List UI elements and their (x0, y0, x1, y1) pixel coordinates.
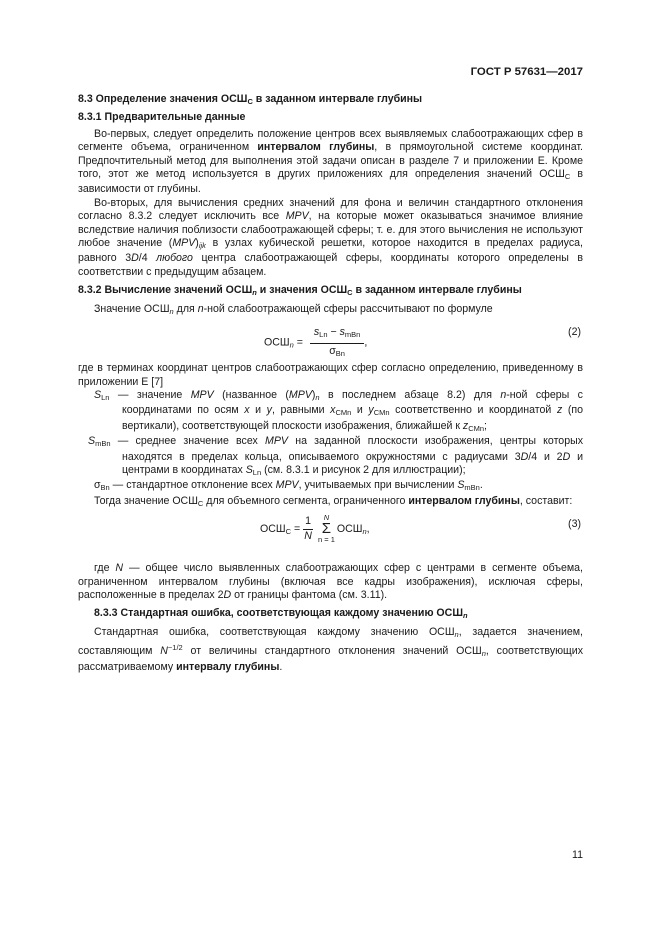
definition-sigma-bn: $\sigma_{Bn}$ — стандартное отклонение всех MPV, учитываемых при вычислении $S_{mBn}$. (94, 479, 483, 493)
section-8-3-title: 8.3 Определение значения $ОСШ_C$ в заданном интервале глубины (78, 93, 423, 106)
formula-2-label: (2) (568, 326, 581, 339)
page-number: 11 (572, 849, 583, 861)
formula-3-label: (3) (568, 518, 581, 531)
definition-sln: $S_{Ln}$ — значение MPV (названное $(MPV)_n$ в последнем абзаце 8.2) для n-ной сферы с координатами по осям x и y, равными $x_{CMn}$ и $y_{CMn}$ соответственно и координатой z (по вертикали), соответствующей плоскости изображения, ближайшей к $z_{CMn}$; (94, 388, 583, 433)
standard-number: ГОСТ Р 57631—2017 (470, 66, 583, 78)
paragraph-formula-intro: Значение $ОСШ_n$ для n-ной слабоотражающей сферы рассчитывают по формуле (94, 302, 493, 316)
paragraph-where: где в терминах координат центров слабоотражающих сфер согласно определению, приведенному в приложении Е [7] (78, 362, 583, 388)
paragraph-where-n: где N — общее число выявленных слабоотражающих сфер с центрами в сегменте объема, ограниченном интервалом глубины (включая все кадры изображения), исключая сферы, расположенные в пределах 2D от границы фантома (см. 3.11). (78, 562, 583, 601)
paragraph-second: Во-вторых, для вычисления средних значений для фона и величин стандартного отклонения согласно 8.3.2 следует исключить все MPV, на которые может оказываться значимое влияние вследствие наличия поблизости слабоотражающей сферы; т. е. для этого вычисления не используют любое значение $(MPV)_{ijk}$ в узлах кубической решетки, которое находится в пределах радиуса, равного 3D/4 любого центра слабоотражающей сферы, координаты которого определены в соответствии с предыдущим абзацем. (78, 196, 584, 278)
paragraph-standard-error: Стандартная ошибка, соответствующая каждому значению $ОСШ_n$, задается значением, составляющим $N^{-1/2}$ от величины стандартного отклонения значений $ОСШ_n$, соответствующих рассматриваемому интервалу глубины. (78, 625, 583, 673)
paragraph-then: Тогда значение $ОСШ_C$ для объемного сегмента, ограниченного интервалом глубины, составит: (94, 494, 573, 508)
paragraph-first: Во-первых, следует определить положение центров всех выявляемых слабоотражающих сфер в сегменте объема, ограниченном интервалом глубины, в прямоугольной системе координат. Предпочтительный метод для выполнения этой задачи описан в разделе 7 и приложении Е. Кроме того, этот же метод используется в других приложениях для определения значений $ОСШ_C$ в зависимости от глубины. (78, 127, 583, 196)
formula-2-fraction: $\frac{s_{Ln} - s_{mBn}}{\sigma_{Bn}}$ (310, 326, 364, 360)
formula-3: $ОСШ_C$ = $\frac{1}{N}$ N Σ $n = 1ОСШ_n$, (3) (260, 513, 581, 545)
section-8-3-2-title: 8.3.2 Вычисление значений $ОСШ_n$ и значения $ОСШ_C$ в заданном интервале глубины (78, 284, 522, 298)
formula-3-sum: N Σ n = 1 (317, 513, 335, 545)
section-8-3-1-title: 8.3.1 Предварительные данные (78, 111, 246, 124)
document-body (78, 93, 583, 674)
formula-3-fraction: $\frac{1}{N}$ (304, 515, 312, 542)
definitions-list (78, 389, 583, 495)
section-8-3-3-title: 8.3.3 Стандартная ошибка, соответствующая каждому значению $ОСШ_n$ (94, 607, 468, 621)
definition-smbn: $S_{mBn}$ — среднее значение всех MPV на заданной плоскости изображения, центры которых находятся в пределах кольца, описываемого окружностями с радиусами 3D/4 и 2D и центрами в координатах $S_{Ln}$ (см. 8.3.1 и рисунок 2 для иллюстрации); (88, 435, 584, 477)
formula-2: $ОСШ_n$ = $\frac{s_{Ln} - s_{mBn}}{\sigma_{Bn}}$ , (2) (78, 318, 583, 362)
